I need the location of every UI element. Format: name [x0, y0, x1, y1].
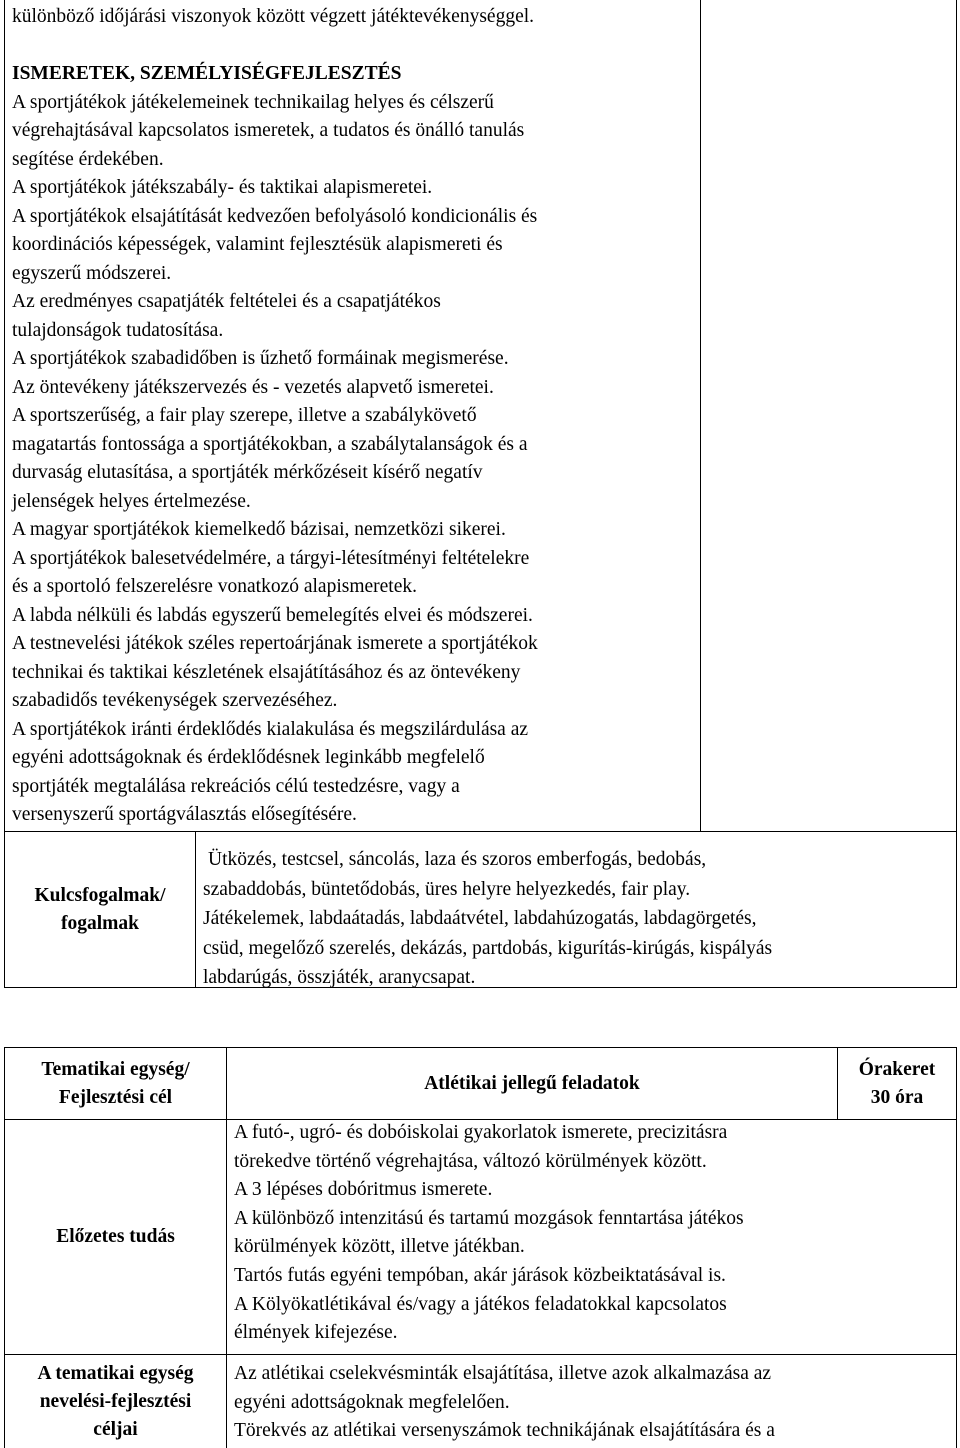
- goals-content: [234, 1360, 775, 1446]
- prior-line: élmények kifejezése.: [234, 1322, 398, 1344]
- keywords-line: Ütközés, testcsel, sáncolás, laza és szoros emberfogás, bedobás,: [208, 849, 707, 870]
- content-line: A testnevelési játékok széles repertoárjának ismerete a sportjátékok: [12, 633, 538, 654]
- content-line: versenyszerű sportágválasztás elősegítésére.: [12, 804, 357, 825]
- content-line: A labda nélküli és labdás egyszerű bemelegítés elvei és módszerei.: [12, 604, 533, 626]
- content-line: Az eredményes csapatjáték feltételei és a csapatjátékos: [12, 291, 441, 312]
- keywords-col-divider: [195, 831, 196, 988]
- prior-line: A Kölyökatlétikával és/vagy a játékos feladatokkal kapcsolatos: [234, 1293, 727, 1315]
- keywords-line: csüd, megelőző szerelés, dekázás, partdobás, kigurítás-kirúgás, kispályás: [203, 937, 773, 959]
- hours-cell: [838, 1048, 956, 1119]
- content-line: magatartás fontossága a sportjátékokban, a szabálytalanságok és a: [12, 433, 528, 455]
- content-line: A sportjátékok iránti érdeklődés kialakulása és megszilárdulása az: [12, 718, 529, 740]
- prior-line: körülmények között, illetve játékban.: [234, 1236, 525, 1258]
- goals-label-line3: céljai: [93, 1418, 138, 1440]
- goals-line: Törekvés az atlétikai versenyszámok technikájának elsajátítására és a: [234, 1420, 775, 1442]
- table1-right-border: [956, 0, 957, 988]
- keywords-line: labdarúgás, összjáték, aranycsapat.: [203, 967, 476, 988]
- content-line: A sportjátékok elsajátítását kedvezően befolyásoló kondicionális és: [12, 205, 538, 227]
- unit-label: [5, 1048, 226, 1119]
- goals-label-line2: nevelési-fejlesztési: [39, 1390, 192, 1412]
- content-line: A sportjátékok játékszabály- és taktikai alapismeretei.: [12, 177, 433, 198]
- content-cell: [12, 3, 538, 830]
- prior-line: A különböző intenzitású és tartamú mozgások fenntartása játékos: [234, 1207, 744, 1229]
- unit-label-line1: Tematikai egység/: [41, 1058, 190, 1080]
- content-line: Az öntevékeny játékszervezés és - vezetés alapvető ismeretei.: [12, 376, 494, 398]
- content-line: A sportszerűség, a fair play szerepe, illetve a szabálykövető: [12, 405, 477, 426]
- content-line: A magyar sportjátékok kiemelkedő bázisai, nemzetközi sikerei.: [12, 519, 506, 540]
- prior-line: Tartós futás egyéni tempóban, akár járások közbeiktatásával is.: [234, 1264, 726, 1286]
- content-line: jelenségek helyes értelmezése.: [12, 490, 251, 512]
- table1-mid-border: [700, 0, 701, 832]
- keywords-label: [5, 832, 195, 987]
- goals-line: Az atlétikai cselekvésminták elsajátítása, illetve azok alkalmazása az: [234, 1363, 772, 1384]
- content-top-line: különböző időjárási viszonyok között végzett játéktevékenységgel.: [12, 6, 535, 27]
- content-line: durvaság elutasítása, a sportjáték mérkőzéseit kísérő negatív: [12, 462, 483, 483]
- unit-label-line2: Fejlesztési cél: [58, 1086, 173, 1108]
- goals-label-line1: A tematikai egység: [37, 1362, 194, 1384]
- content-line: technikai és taktikai készletének elsajátításához és az öntevékeny: [12, 661, 521, 683]
- content-line: tulajdonságok tudatosítása.: [12, 319, 224, 341]
- content-line: A sportjátékok játékelemeinek technikailag helyes és célszerű: [12, 91, 494, 113]
- content-line: egyéni adottságoknak és érdeklődésnek leginkább megfelelő: [12, 747, 485, 768]
- unit-title: Atlétikai jellegű feladatok: [424, 1072, 640, 1094]
- keywords-line: Játékelemek, labdaátadás, labdaátvétel, labdahúzogatás, labdagörgetés,: [203, 908, 757, 929]
- content-line: szabadidős tevékenységek szervezéséhez.: [12, 690, 338, 711]
- spacer: [12, 32, 538, 61]
- prior-line: A futó-, ugró- és dobóiskolai gyakorlatok ismerete, precizitásra: [234, 1122, 728, 1143]
- content-line: koordinációs képességek, valamint fejlesztésük alapismereti és: [12, 234, 503, 255]
- content-line: A sportjátékok szabadidőben is űzhető formáinak megismerése.: [12, 348, 509, 369]
- prior-line: A 3 lépéses dobóritmus ismerete.: [234, 1179, 493, 1201]
- content-line: sportjáték megtalálása rekreációs célú testedzésre, vagy a: [12, 775, 460, 797]
- table2-right-border: [956, 1047, 957, 1448]
- keywords-label-line1: Kulcsfogalmak/: [34, 884, 166, 906]
- hours-value: 30 óra: [870, 1086, 924, 1108]
- hours-label: Órakeret: [858, 1058, 936, 1080]
- goals-line: egyéni adottságoknak megfelelően.: [234, 1391, 510, 1413]
- goals-label: [5, 1355, 226, 1448]
- prior-line: törekedve történő végrehajtása, változó körülmények között.: [234, 1150, 707, 1172]
- prior-label: Előzetes tudás: [56, 1226, 175, 1247]
- content-line: egyszerű módszerei.: [12, 262, 172, 284]
- content-line: A sportjátékok balesetvédelmére, a tárgyi-létesítményi feltételekre: [12, 547, 530, 569]
- prior-content: [234, 1119, 744, 1348]
- content-line: végrehajtásával kapcsolatos ismeretek, a tudatos és önálló tanulás: [12, 120, 525, 141]
- keywords-label-line2: fogalmak: [61, 912, 139, 934]
- content-line: segítése érdekében.: [12, 148, 164, 170]
- keywords-line: szabaddobás, büntetődobás, üres helyre helyezkedés, fair play.: [203, 878, 691, 900]
- section-heading: ISMERETEK, SZEMÉLYISÉGFEJLESZTÉS: [12, 63, 402, 84]
- content-line: és a sportoló felszerelésre vonatkozó alapismeretek.: [12, 576, 417, 597]
- keywords-content: [203, 845, 772, 993]
